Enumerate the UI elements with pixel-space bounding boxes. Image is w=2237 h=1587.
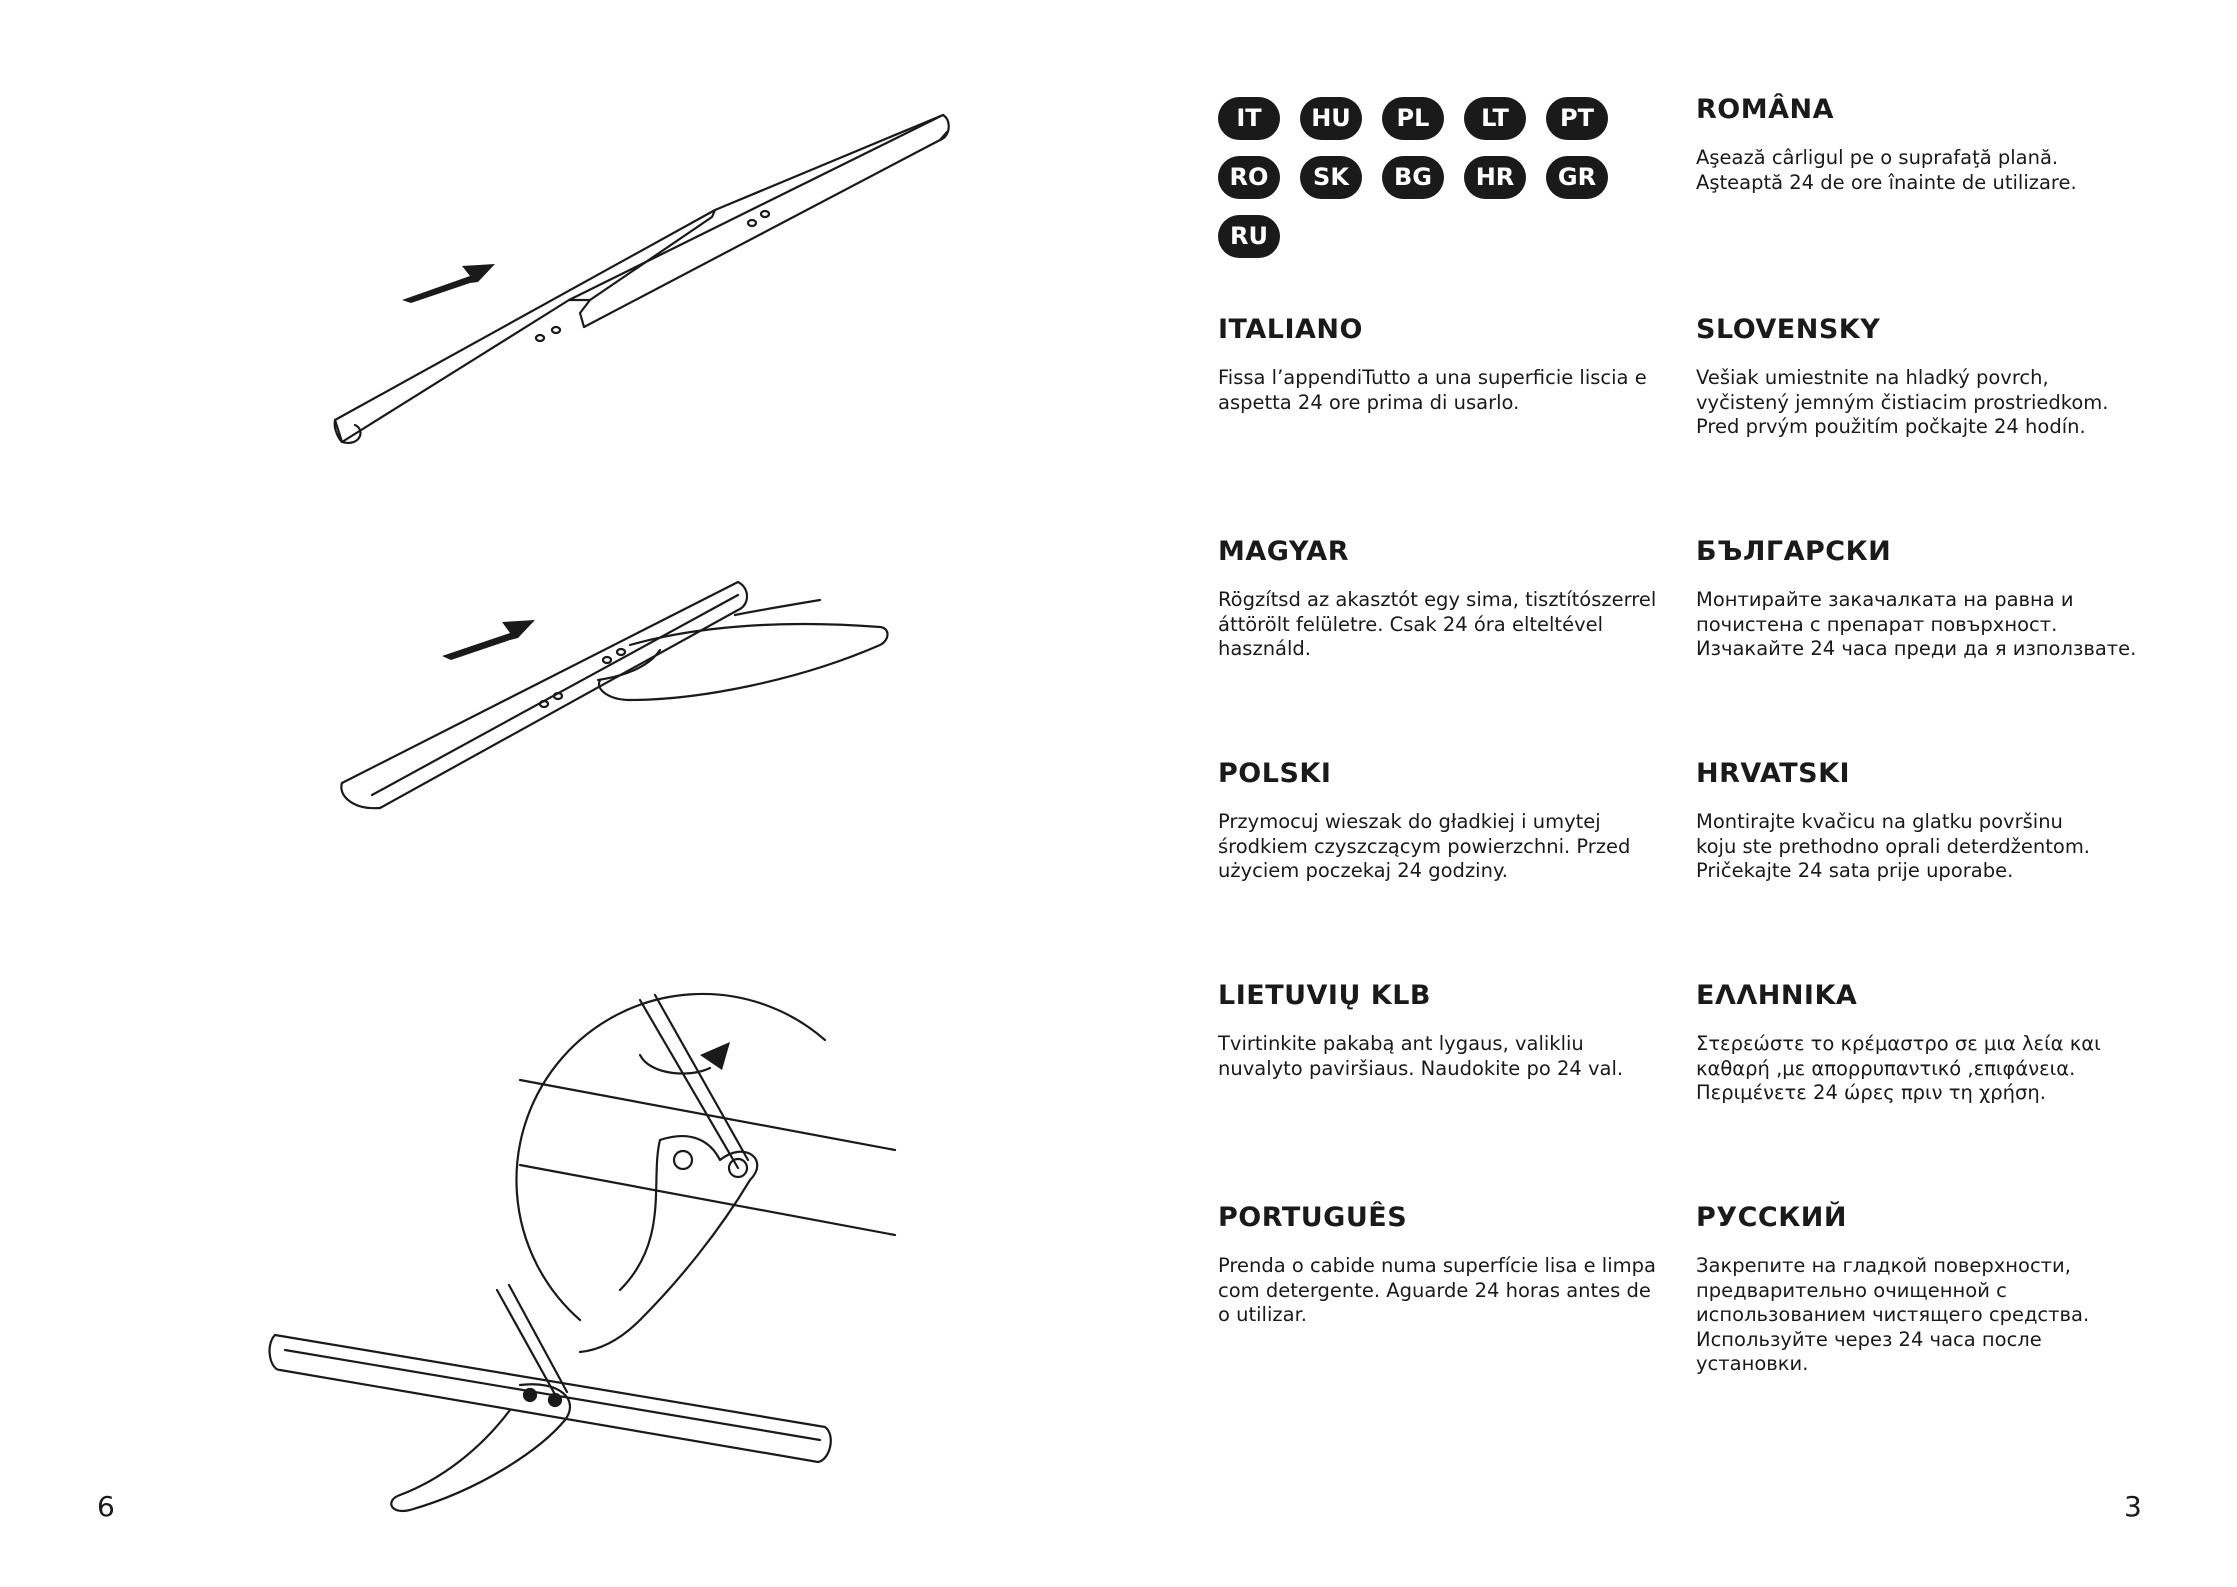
section-text: Vešiak umiestnite na hladký povrch, vyčistený jemným čistiacim prostriedkom. Pred prvým použitím počkajte 24 hodín.: [1696, 366, 2109, 438]
section-text: Fissa l’appendiTutto a una superficie liscia e aspetta 24 ore prima di usarlo.: [1218, 366, 1647, 414]
step-2-rail-hook-illustration: [341, 582, 887, 808]
section-bulgarian: [1696, 536, 2156, 662]
language-badge: GR: [1546, 156, 1608, 199]
section-text: Закрепите на гладкой поверхности, предварительно очищенной с использованием чистящего средства. Используйте через 24 часа после установки.: [1696, 1254, 2090, 1375]
section-text: Монтирайте закачалката на равна и почистена с препарат повърхност. Изчакайте 24 часа преди да я използвате.: [1696, 588, 2137, 660]
section-greek: [1696, 980, 2156, 1106]
language-badge: IT: [1218, 97, 1280, 140]
step-1-rail-illustration: [335, 115, 949, 443]
page-number-right: 3: [2124, 1490, 2142, 1523]
section-text: Prenda o cabide numa superfície lisa e limpa com detergente. Aguarde 24 horas antes de o utilizar.: [1218, 1254, 1656, 1326]
section-text: Montirajte kvačicu na glatku površinu koju ste prethodno oprali deterdžentom. Pričekajte 24 sata prije uporabe.: [1696, 810, 2091, 882]
language-badge: PL: [1382, 97, 1444, 140]
section-slovensky: [1696, 314, 2156, 440]
section-text: Rögzítsd az akasztót egy sima, tisztítószerrel áttörölt felületre. Csak 24 óra elteltével használd.: [1218, 588, 1657, 660]
language-badge: RO: [1218, 156, 1280, 199]
language-badge: HR: [1464, 156, 1526, 199]
section-magyar: [1218, 536, 1678, 662]
section-title: РУССКИЙ: [1696, 1202, 1847, 1233]
language-badge: SK: [1300, 156, 1362, 199]
rotate-arrow-icon: [700, 1042, 730, 1070]
section-title: HRVATSKI: [1696, 758, 1851, 789]
language-badge: BG: [1382, 156, 1444, 199]
language-badge: HU: [1300, 97, 1362, 140]
section-text: Przymocuj wieszak do gładkiej i umytej środkiem czyszczącym powierzchni. Przed użyciem poczekaj 24 godziny.: [1218, 810, 1631, 882]
language-badge: PT: [1546, 97, 1608, 140]
section-title: SLOVENSKY: [1696, 314, 1881, 345]
page-number-left: 6: [97, 1490, 115, 1523]
arrow-icon: [402, 264, 495, 303]
section-italiano: [1218, 314, 1678, 415]
section-hrvatski: [1696, 758, 2156, 884]
step-3-rail-illustration: [270, 1285, 831, 1511]
section-title: ROMÂNA: [1696, 94, 1834, 125]
section-title: БЪЛГАРСКИ: [1696, 536, 1892, 567]
section-text: Tvirtinkite pakabą ant lygaus, valikliu nuvalyto paviršiaus. Naudokite po 24 val.: [1218, 1032, 1624, 1080]
section-title: PORTUGUÊS: [1218, 1202, 1408, 1233]
section-title: LIETUVIŲ KLB: [1218, 980, 1432, 1011]
section-text: Στερεώστε το κρέμαστρο σε μια λεία και καθαρή ,με απορρυπαντικό ,επιφάνεια. Περιμένετε 24 ώρες πριν τη χρήση.: [1696, 1032, 2101, 1104]
language-badge: LT: [1464, 97, 1526, 140]
language-badge: RU: [1218, 215, 1280, 258]
section-lietuviu: [1218, 980, 1678, 1081]
section-title: ΕΛΛΗΝΙΚΑ: [1696, 980, 1858, 1011]
section-title: MAGYAR: [1218, 536, 1349, 567]
section-text: Aşează cârligul pe o suprafaţă plană. Aşteaptă 24 de ore înainte de utilizare.: [1696, 146, 2077, 194]
section-polski: [1218, 758, 1678, 884]
section-russian: [1696, 1202, 2156, 1377]
section-title: POLSKI: [1218, 758, 1332, 789]
section-romana: [1696, 94, 2156, 195]
section-portugues: [1218, 1202, 1678, 1328]
section-title: ITALIANO: [1218, 314, 1363, 345]
step-3-zoom-detail: [516, 994, 895, 1352]
arrow-icon: [442, 620, 535, 660]
